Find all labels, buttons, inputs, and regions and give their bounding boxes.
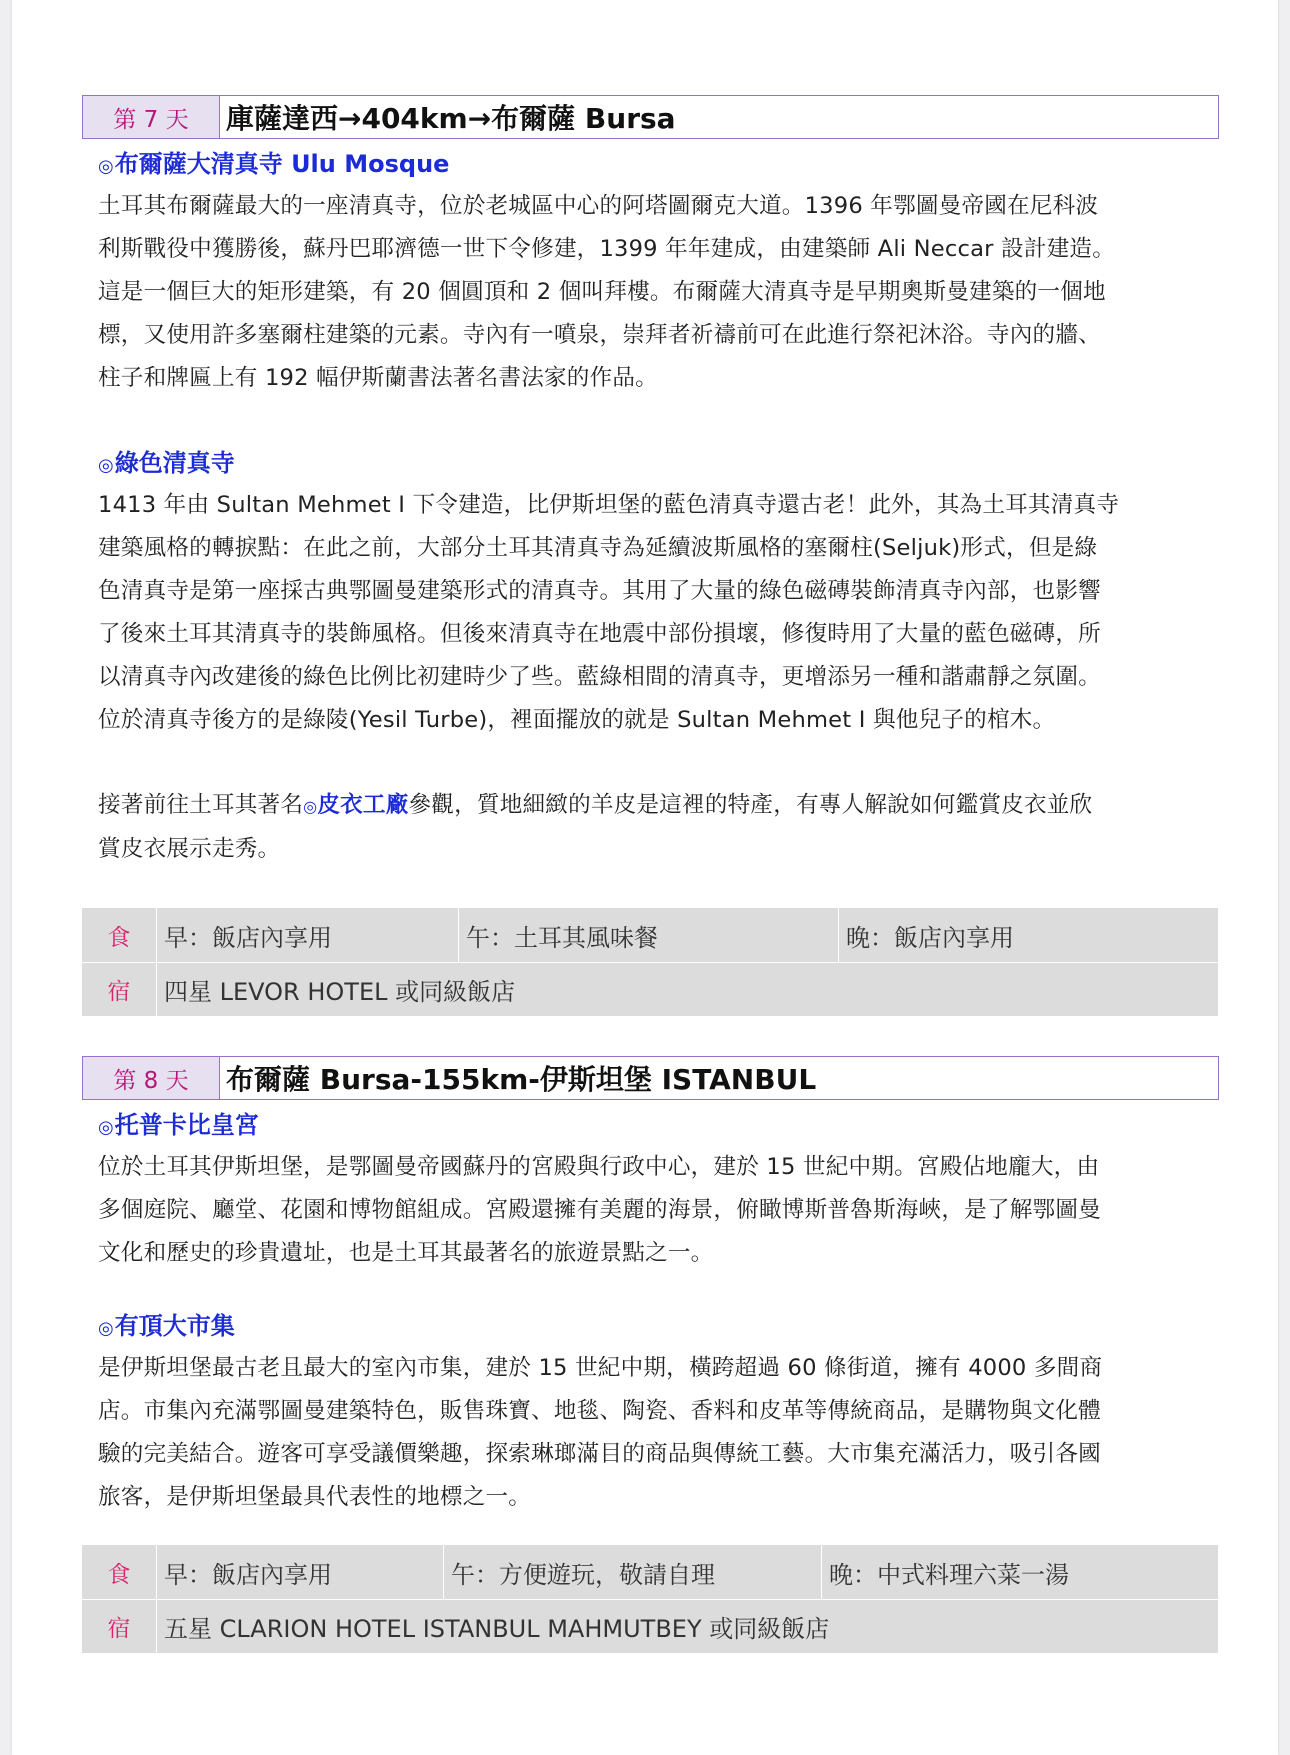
- hotel-cell: 五星 CLARION HOTEL ISTANBUL MAHMUTBEY 或同級飯店: [164, 1615, 830, 1643]
- day7-header: [82, 95, 1219, 139]
- ulu-mosque-section: [98, 143, 1218, 400]
- breakfast-cell: 早：飯店內享用: [157, 1545, 444, 1599]
- grand-bazaar-section: [98, 1305, 1218, 1519]
- bullet-circle-icon: ◎: [98, 1318, 114, 1339]
- day-route-title: 庫薩達西→404km→布爾薩 Bursa: [226, 102, 676, 135]
- day7-meals-table: [82, 908, 1218, 1016]
- section-body: 1413 年由 Sultan Mehmet I 下令建造，比伊斯坦堡的藍色清真寺還古老！此外，其為土耳其清真寺 建築風格的轉捩點：在此之前，大部分土耳其清真寺為延續波斯風格的塞爾柱(Seljuk)形式，但是綠 色清真寺是第一座採古典鄂圖曼建築形式的清真寺。其用了大量的綠色磁磚裝飾清真寺內部，也影響 了後來土耳其清真寺的裝飾風格。但後來清真寺在地震中部份損壞，修復時用了大量的藍色磁磚，所 以清真寺內改建後的綠色比例比初建時少了些。藍綠相間的清真寺，更增添另一種和諧肅靜之氛圍。 位於清真寺後方的是綠陵(Yesil Turbe)，裡面擺放的就是 Sultan Mehmet I 與他兒子的棺木。: [98, 492, 1120, 733]
- section-body: 土耳其布爾薩最大的一座清真寺，位於老城區中心的阿塔圖爾克大道。1396 年鄂圖曼帝國在尼科波 利斯戰役中獲勝後，蘇丹巴耶濟德一世下令修建，1399 年年建成，由建築師 Ali Neccar 設計建造。 這是一個巨大的矩形建築，有 20 個圓頂和 2 個叫拜樓。布爾薩大清真寺是早期奧斯曼建築的一個地 標，又使用許多塞爾柱建築的元素。寺內有一噴泉，崇拜者祈禱前可在此進行祭祀沐浴。寺內的牆、 柱子和牌匾上有 192 幅伊斯蘭書法著名書法家的作品。: [98, 193, 1115, 391]
- day-label: 第 7 天: [83, 96, 220, 138]
- leather-factory-highlight: ◎皮衣工廠: [303, 792, 409, 818]
- hotel-row: [82, 1599, 1218, 1653]
- green-mosque-section: [98, 442, 1218, 742]
- meals-row: [82, 908, 1218, 962]
- day8-meals-table: [82, 1545, 1218, 1653]
- section-body: 是伊斯坦堡最古老且最大的室內市集，建於 15 世紀中期，橫跨超過 60 條街道，擁有 4000 多間商 店。市集內充滿鄂圖曼建築特色，販售珠寶、地毯、陶瓷、香料和皮革等傳統商品，是購物與文化體 驗的完美結合。遊客可享受議價樂趣，探索琳瑯滿目的商品與傳統工藝。大市集充滿活力，吸引各國 旅客，是伊斯坦堡最具代表性的地標之一。: [98, 1355, 1103, 1510]
- section-body: 接著前往土耳其著名◎皮衣工廠參觀，質地細緻的羊皮是這裡的特產，有專人解說如何鑑賞皮衣並欣 賞皮衣展示走秀。: [98, 792, 1093, 862]
- hotel-row: [82, 962, 1218, 1016]
- document-page: [12, 0, 1278, 1755]
- bullet-circle-icon: ◎: [98, 1117, 114, 1138]
- meals-key: 食: [82, 1545, 157, 1599]
- leather-factory-section: [98, 784, 1218, 871]
- day8-header: [82, 1056, 1219, 1100]
- hotel-key: 宿: [82, 963, 157, 1016]
- hotel-key: 宿: [82, 1600, 157, 1653]
- day-route-title: 布爾薩 Bursa-155km-伊斯坦堡 ISTANBUL: [226, 1063, 817, 1096]
- bullet-circle-icon: ◎: [303, 797, 318, 816]
- dinner-cell: 晚：飯店內享用: [846, 923, 1014, 952]
- hotel-cell: 四星 LEVOR HOTEL 或同級飯店: [164, 978, 516, 1006]
- section-title: ◎布爾薩大清真寺 Ulu Mosque: [98, 150, 450, 178]
- day-label: 第 8 天: [83, 1057, 220, 1099]
- meals-row: [82, 1545, 1218, 1599]
- section-title: ◎綠色清真寺: [98, 449, 235, 477]
- section-title: ◎托普卡比皇宮: [98, 1111, 259, 1139]
- section-body: 位於土耳其伊斯坦堡，是鄂圖曼帝國蘇丹的宮殿與行政中心，建於 15 世紀中期。宮殿佔地龐大，由 多個庭院、廳堂、花園和博物館組成。宮殿還擁有美麗的海景，俯瞰博斯普魯斯海峽，是了解鄂圖曼 文化和歷史的珍貴遺址，也是土耳其最著名的旅遊景點之一。: [98, 1154, 1101, 1266]
- topkapi-palace-section: [98, 1104, 1218, 1275]
- bullet-circle-icon: ◎: [98, 455, 114, 476]
- lunch-cell: 午：土耳其風味餐: [459, 908, 839, 962]
- breakfast-cell: 早：飯店內享用: [157, 908, 459, 962]
- bullet-circle-icon: ◎: [98, 156, 114, 177]
- dinner-cell: 晚：中式料理六菜一湯: [829, 1560, 1069, 1589]
- section-title: ◎有頂大市集: [98, 1312, 235, 1340]
- lunch-cell: 午：方便遊玩，敬請自理: [444, 1545, 822, 1599]
- meals-key: 食: [82, 908, 157, 962]
